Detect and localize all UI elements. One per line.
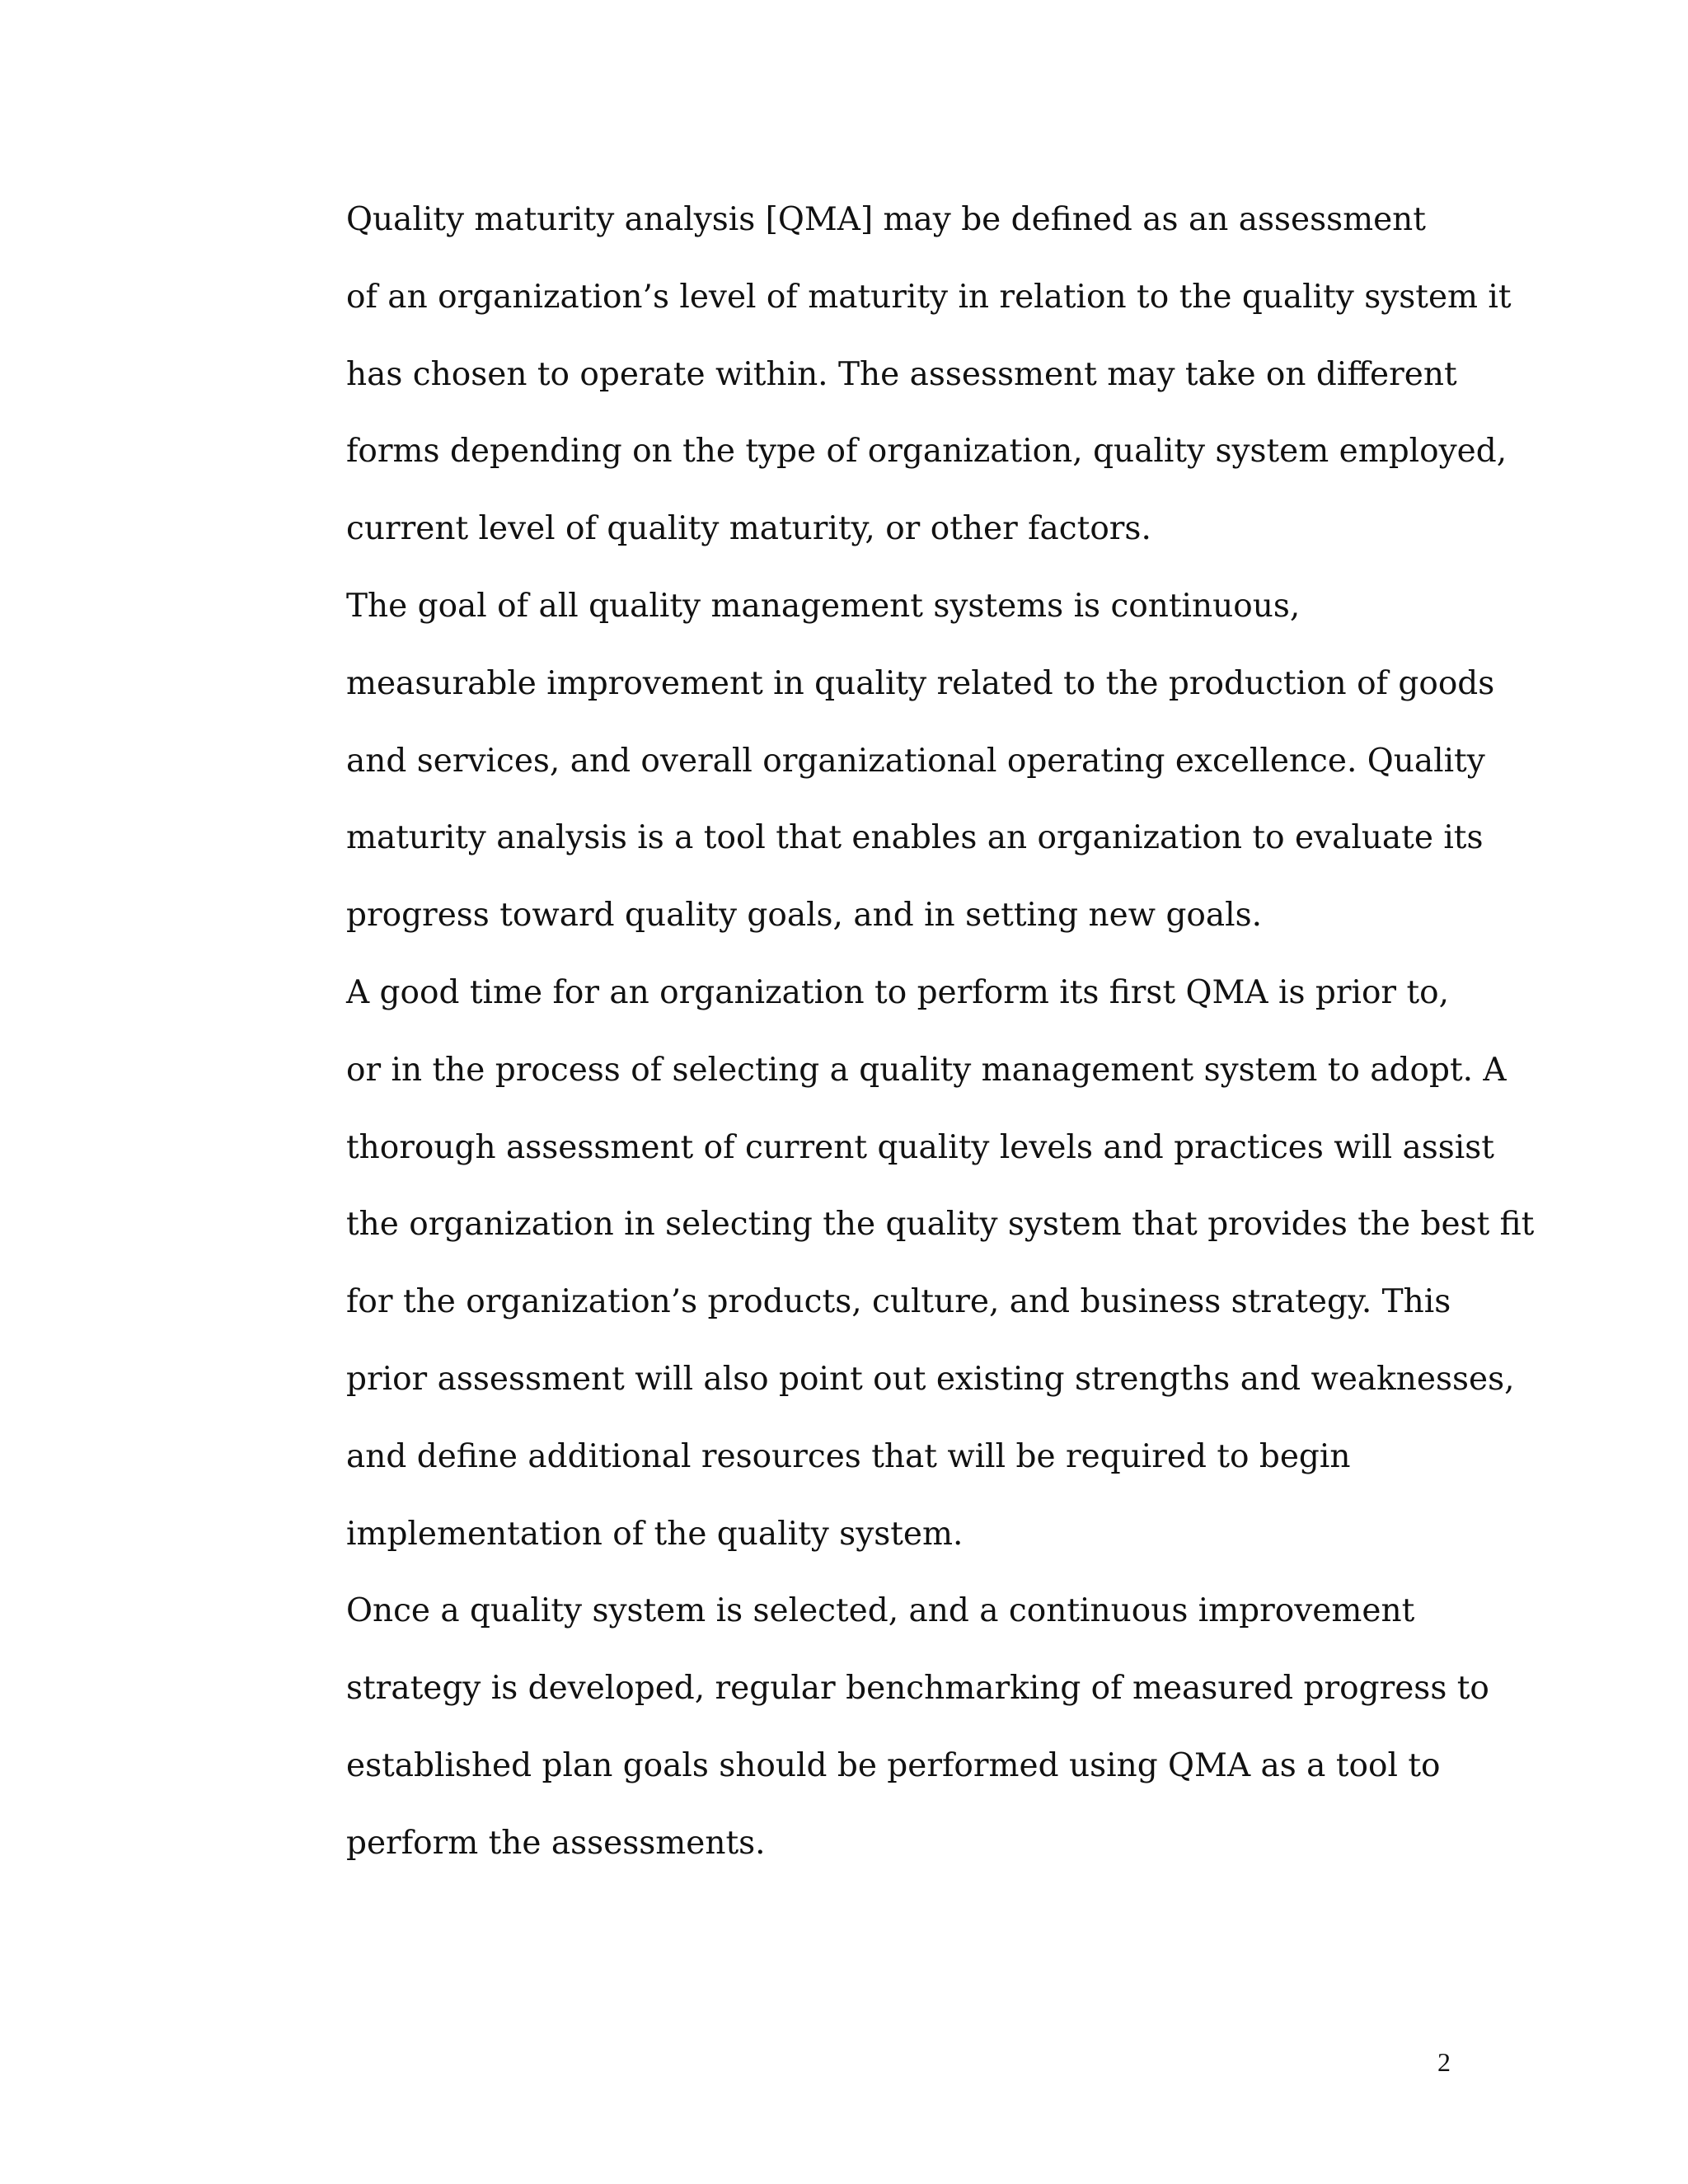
paragraph-line: established plan goals should be performed using QMA as a tool to [346, 1746, 1441, 1784]
paragraph-line: prior assessment will also point out existing strengths and weaknesses, [346, 1360, 1515, 1398]
paragraph-2 [247, 568, 1495, 954]
paragraph-line: A good time for an organization to perform its first QMA is prior to, [346, 973, 1450, 1011]
paragraph-line: forms depending on the type of organization, quality system employed, [346, 433, 1507, 471]
paragraph-line: maturity analysis is a tool that enables an organization to evaluate its [346, 819, 1484, 857]
paragraph-line: Once a quality system is selected, and a continuous improvement [346, 1592, 1415, 1630]
paragraph-line: the organization in selecting the quality system that provides the best fit [346, 1206, 1535, 1244]
paragraph-3 [247, 954, 1535, 1572]
document-body [247, 181, 1535, 1882]
paragraph-line: and define additional resources that will be required to begin [346, 1437, 1351, 1475]
paragraph-line: or in the process of selecting a quality management system to adopt. A [346, 1051, 1507, 1089]
paragraph-line: progress toward quality goals, and in setting new goals. [346, 897, 1263, 935]
paragraph-line: of an organization’s level of maturity in relation to the quality system it [346, 278, 1512, 316]
paragraph-line: current level of quality maturity, or other factors. [346, 510, 1151, 548]
paragraph-line: perform the assessments. [346, 1824, 766, 1862]
paragraph-line: strategy is developed, regular benchmarking of measured progress to [346, 1670, 1489, 1708]
paragraph-line: measurable improvement in quality related to the production of goods [346, 664, 1495, 702]
paragraph-line: Quality maturity analysis [QMA] may be defined as an assessment [346, 201, 1426, 238]
paragraph-line: for the organization’s products, culture, and business strategy. This [346, 1283, 1451, 1321]
paragraph-line: thorough assessment of current quality levels and practices will assist [346, 1128, 1494, 1166]
paragraph-line: and services, and overall organizational operating excellence. Quality [346, 742, 1485, 780]
paragraph-line: has chosen to operate within. The assessment may take on different [346, 355, 1457, 393]
paragraph-4 [247, 1572, 1489, 1882]
paragraph-1 [247, 181, 1512, 568]
page-number: 2 [1437, 2047, 1451, 2077]
paragraph-line: implementation of the quality system. [346, 1515, 964, 1553]
paragraph-line: The goal of all quality management systems is continuous, [346, 587, 1301, 625]
